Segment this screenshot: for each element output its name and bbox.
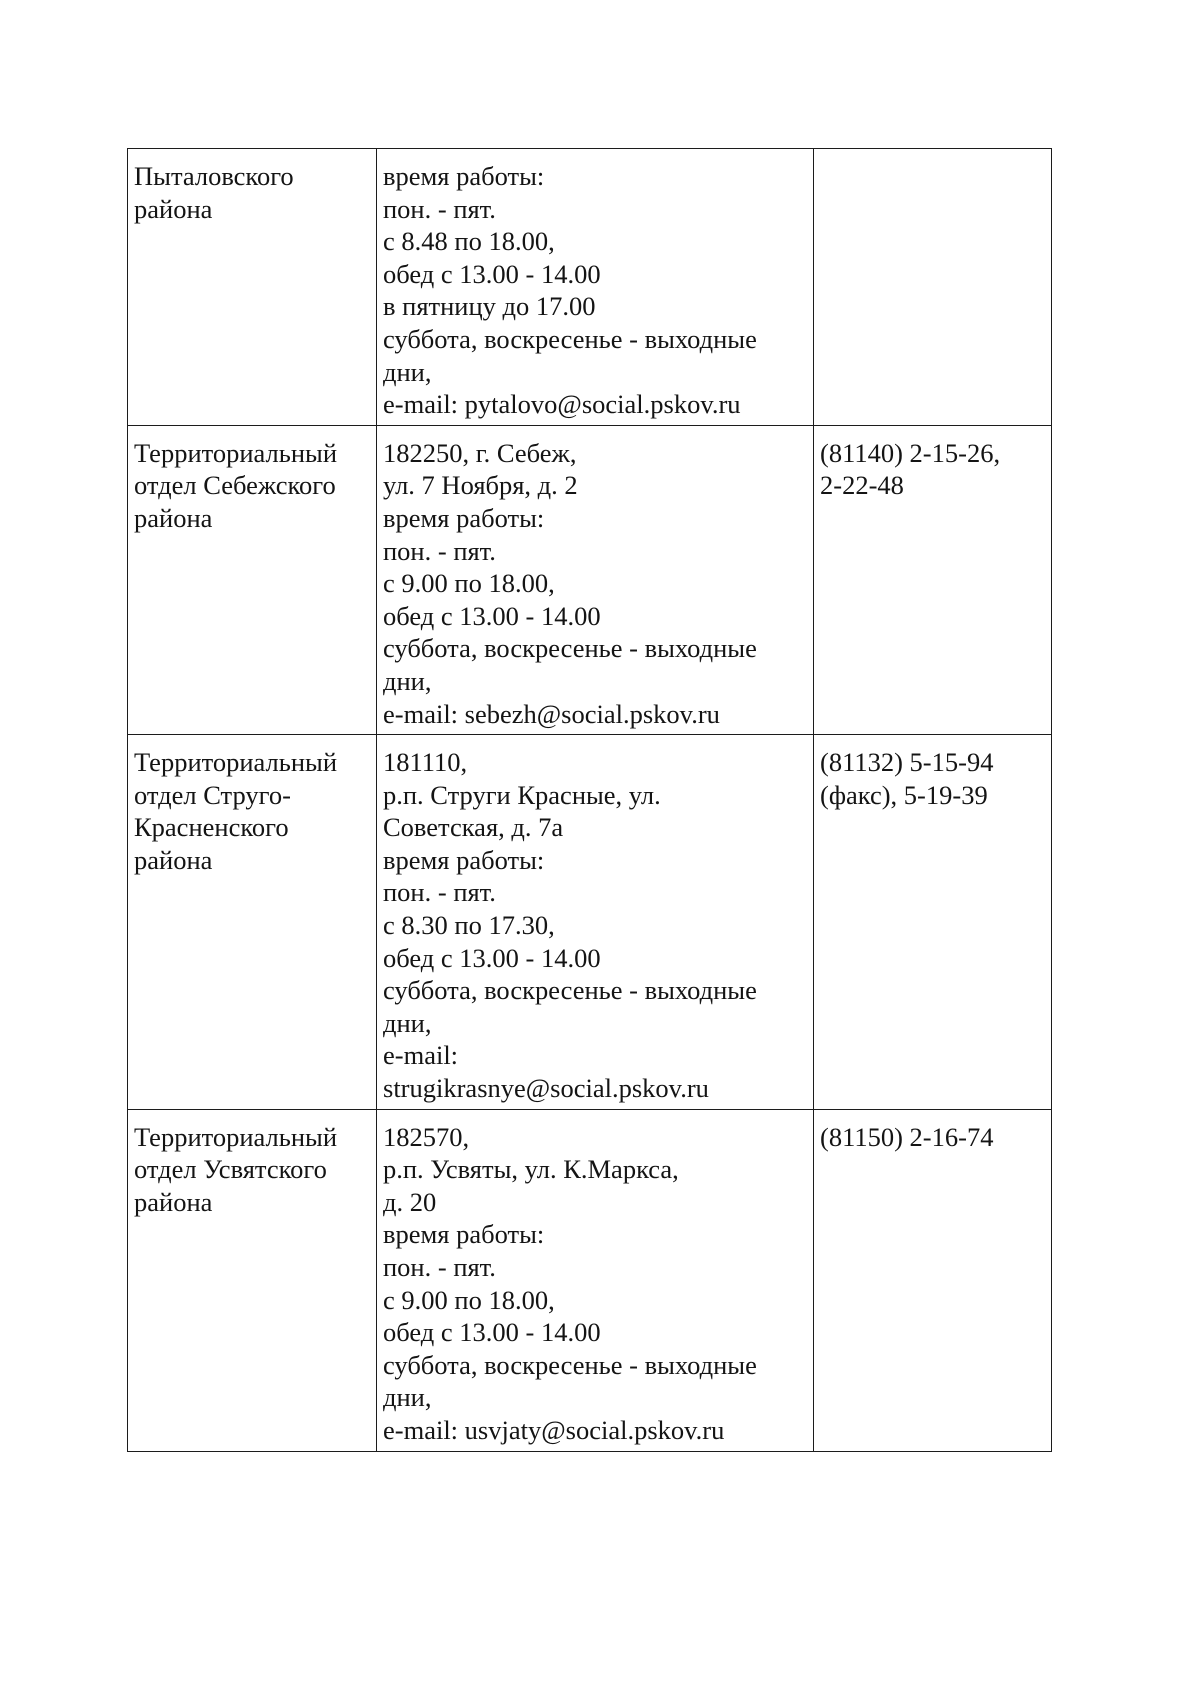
office-name-cell [128, 149, 377, 426]
phone-cell [814, 735, 1052, 1110]
address-line: 181110, [383, 747, 468, 778]
office-name-cell [128, 1109, 377, 1451]
address-line: суббота, воскресенье - выходные [383, 633, 757, 664]
email-line: e-mail: sebezh@social.pskov.ru [383, 698, 720, 729]
address-line: дни, [383, 665, 432, 696]
phone-line: 2-22-48 [820, 470, 904, 501]
phone-cell [814, 149, 1052, 426]
address-line: р.п. Струги Красные, ул. [383, 779, 661, 810]
phone-line: (факс), 5-19-39 [820, 779, 988, 810]
address-line: с 9.00 по 18.00, [383, 568, 555, 599]
address-line: 182570, [383, 1121, 470, 1152]
office-name-line: отдел Усвятского [134, 1154, 327, 1185]
address-line: время работы: [383, 1219, 545, 1250]
address-line: суббота, воскресенье - выходные [383, 323, 757, 354]
email-line: e-mail: usvjaty@social.pskov.ru [383, 1414, 725, 1445]
address-line: с 8.48 по 18.00, [383, 226, 555, 257]
phone-cell [814, 1109, 1052, 1451]
address-line: Советская, д. 7а [383, 812, 564, 843]
phone-line: (81150) 2-16-74 [820, 1121, 994, 1152]
address-line: суббота, воскресенье - выходные [383, 975, 757, 1006]
address-line: суббота, воскресенье - выходные [383, 1349, 757, 1380]
address-line: пон. - пят. [383, 193, 496, 224]
table-row [128, 425, 1052, 734]
address-hours-cell [377, 735, 814, 1110]
office-name-line: Территориальный [134, 747, 338, 778]
address-line: с 8.30 по 17.30, [383, 910, 555, 941]
address-line: обед с 13.00 - 14.00 [383, 258, 601, 289]
office-name-cell [128, 425, 377, 734]
office-name-line: Территориальный [134, 437, 338, 468]
address-hours-cell [377, 149, 814, 426]
table-row [128, 735, 1052, 1110]
email-line: strugikrasnye@social.pskov.ru [383, 1073, 709, 1104]
address-line: дни, [383, 1382, 432, 1413]
office-name-line: Территориальный [134, 1121, 338, 1152]
document-page [127, 148, 1051, 1452]
office-name-line: Красненского [134, 812, 289, 843]
address-line: пон. - пят. [383, 1252, 496, 1282]
office-name-line: района [134, 844, 213, 875]
address-line: пон. - пят. [383, 877, 496, 908]
address-line: время работы: [383, 502, 545, 533]
address-line: с 9.00 по 18.00, [383, 1284, 555, 1315]
address-line: в пятницу до 17.00 [383, 291, 596, 322]
address-line: дни, [383, 356, 432, 387]
phone-line: (81132) 5-15-94 [820, 747, 994, 778]
address-line: дни, [383, 1007, 432, 1038]
office-name-line: отдел Струго- [134, 779, 291, 810]
address-line: р.п. Усвяты, ул. К.Маркса, [383, 1154, 679, 1185]
address-hours-cell [377, 1109, 814, 1451]
address-hours-cell [377, 425, 814, 734]
office-name-line: Пыталовского [134, 161, 294, 191]
table-row [128, 1109, 1052, 1451]
address-line: обед с 13.00 - 14.00 [383, 942, 601, 973]
offices-table [127, 148, 1052, 1452]
office-name-line: отдел Себежского [134, 470, 336, 501]
office-name-line: района [134, 193, 213, 224]
address-line: 182250, г. Себеж, [383, 437, 577, 468]
address-line: обед с 13.00 - 14.00 [383, 600, 601, 631]
office-name-line: района [134, 1186, 213, 1217]
address-line: ул. 7 Ноября, д. 2 [383, 470, 578, 501]
office-name-cell [128, 735, 377, 1110]
phone-cell [814, 425, 1052, 734]
email-label-line: e-mail: [383, 1040, 459, 1071]
address-line: время работы: [383, 161, 545, 191]
table-row [128, 149, 1052, 426]
email-line: e-mail: pytalovo@social.pskov.ru [383, 389, 741, 420]
address-line: д. 20 [383, 1186, 437, 1217]
phone-line: (81140) 2-15-26, [820, 437, 1001, 468]
office-name-line: района [134, 502, 213, 533]
address-line: время работы: [383, 844, 545, 875]
address-line: пон. - пят. [383, 535, 496, 566]
address-line: обед с 13.00 - 14.00 [383, 1317, 601, 1348]
